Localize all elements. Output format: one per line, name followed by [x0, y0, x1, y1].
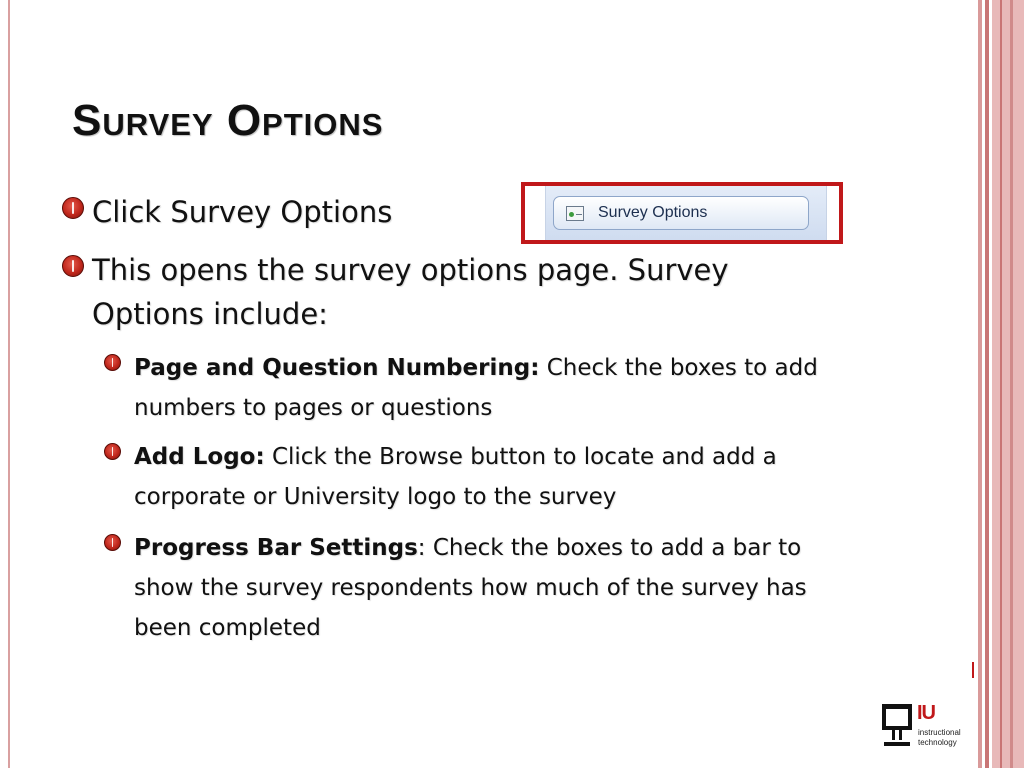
sub-bullet-add-logo — [104, 437, 864, 517]
screenshot-left-panel — [525, 186, 546, 240]
sub-bullet-progress-bar-settings — [104, 528, 864, 648]
sub-bullet-text: Click the Browse button to locate and add a corporate or University logo to the survey — [134, 444, 777, 510]
decorative-band-2 — [985, 0, 989, 768]
survey-options-screenshot — [521, 182, 843, 244]
decorative-band-3 — [992, 0, 1024, 768]
decorative-band-1 — [978, 0, 982, 768]
logo-line-2: technology — [918, 738, 957, 747]
slide-title: Survey Options — [72, 96, 384, 145]
bullet-text: This opens the survey options page. Survey Options include: — [92, 253, 729, 331]
bullet-survey-options-page — [62, 248, 832, 336]
sub-bullet-text: : Check the boxes to add a bar to show the survey respondents how much of the survey has been completed — [134, 535, 807, 641]
iu-instructional-technology-logo — [880, 700, 964, 756]
sub-bullet-heading: Progress Bar Settings — [134, 535, 418, 561]
survey-options-form-icon — [566, 206, 584, 221]
decorative-band-5 — [1010, 0, 1013, 768]
logo-mark: IU — [917, 702, 935, 724]
monitor-base — [884, 742, 910, 746]
bullet-icon — [62, 255, 84, 277]
sub-bullet-heading: Add Logo: — [134, 444, 265, 470]
bullet-icon — [104, 443, 121, 460]
logo-line-1: instructional — [918, 728, 961, 737]
survey-options-button-label: Survey Options — [598, 204, 708, 221]
monitor-stand — [892, 730, 902, 740]
logo-text — [918, 728, 961, 748]
screenshot-right-panel — [826, 186, 839, 240]
sub-bullet-heading: Page and Question Numbering: — [134, 355, 540, 381]
bullet-icon — [62, 197, 84, 219]
decorative-band-4 — [1000, 0, 1002, 768]
sub-bullet-text: Check the boxes to add numbers to pages or questions — [134, 355, 818, 421]
bullet-text: Click Survey Options — [92, 195, 393, 229]
decorative-tick — [972, 662, 974, 678]
bullet-icon — [104, 354, 121, 371]
sub-bullet-page-question-numbering — [104, 348, 864, 428]
bullet-icon — [104, 534, 121, 551]
survey-options-button[interactable] — [553, 196, 809, 230]
monitor-icon — [882, 704, 912, 730]
